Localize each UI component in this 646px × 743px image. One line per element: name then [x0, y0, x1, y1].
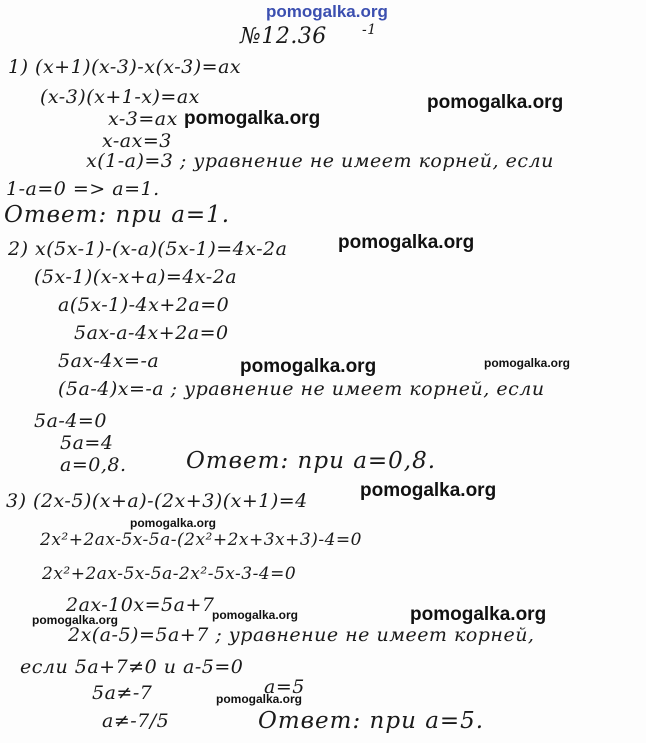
- part2-line9: a=0,8.: [60, 454, 127, 476]
- part3-line5: 2x(a-5)=5a+7 ; уравнение не имеет корней,: [68, 624, 535, 646]
- watermark-top[interactable]: pomogalka.org: [266, 2, 388, 21]
- watermark-8[interactable]: pomogalka.org: [32, 613, 119, 627]
- part3-line3: 2x²+2ax-5x-5a-2x²-5x-3-4=0: [42, 564, 297, 584]
- part2-line6: (5a-4)x=-a ; уравнение не имеет корней, если: [58, 378, 545, 400]
- watermark-7[interactable]: pomogalka.org: [130, 516, 217, 530]
- part3-line4: 2ax-10x=5a+7: [66, 594, 215, 616]
- part2-line1: 2) x(5x-1)-(x-a)(5x-1)=4x-2a: [8, 238, 288, 260]
- part2-line4: 5ax-a-4x+2a=0: [74, 322, 229, 344]
- part3-line1: 3) (2x-5)(x+a)-(2x+3)(x+1)=4: [6, 490, 308, 512]
- part1-line1: 1) (x+1)(x-3)-x(x-3)=ax: [8, 56, 242, 78]
- problem-number: №12.36: [240, 24, 327, 49]
- part2-line7: 5a-4=0: [34, 410, 107, 432]
- watermark-10[interactable]: pomogalka.org: [410, 604, 547, 625]
- part1-line6: 1-a=0 => a=1.: [6, 178, 160, 200]
- watermark-6[interactable]: pomogalka.org: [360, 480, 497, 501]
- part3-line6: если 5a+7≠0 и a-5=0: [20, 656, 244, 678]
- part3-line2: 2x²+2ax-5x-5a-(2x²+2x+3x+3)-4=0: [40, 530, 362, 550]
- part3-line9: a≠-7/5: [102, 710, 170, 732]
- part1-answer: Ответ: при a=1.: [4, 202, 231, 228]
- part1-line3: x-3=ax: [108, 108, 178, 130]
- watermark-1[interactable]: pomogalka.org: [427, 92, 564, 113]
- part1-line2: (x-3)(x+1-x)=ax: [40, 86, 200, 108]
- part2-line5: 5ax-4x=-a: [58, 350, 160, 372]
- watermark-9[interactable]: pomogalka.org: [212, 608, 299, 622]
- part2-answer: Ответ: при a=0,8.: [186, 448, 437, 474]
- watermark-3[interactable]: pomogalka.org: [338, 232, 475, 253]
- part3-line8: a=5: [264, 676, 305, 698]
- part2-line3: a(5x-1)-4x+2a=0: [58, 294, 230, 316]
- corner-mark: -1: [362, 22, 377, 38]
- part1-line4: x-ax=3: [102, 130, 172, 152]
- part2-line8: 5a=4: [60, 432, 114, 454]
- watermark-11[interactable]: pomogalka.org: [216, 692, 303, 706]
- part2-line2: (5x-1)(x-x+a)=4x-2a: [34, 266, 238, 288]
- part1-line5: x(1-a)=3 ; уравнение не имеет корней, если: [86, 150, 554, 172]
- part3-line7: 5a≠-7: [92, 682, 153, 704]
- part3-answer: Ответ: при a=5.: [258, 708, 485, 734]
- watermark-2[interactable]: pomogalka.org: [184, 108, 321, 129]
- watermark-4[interactable]: pomogalka.org: [240, 356, 377, 377]
- watermark-5[interactable]: pomogalka.org: [484, 356, 571, 370]
